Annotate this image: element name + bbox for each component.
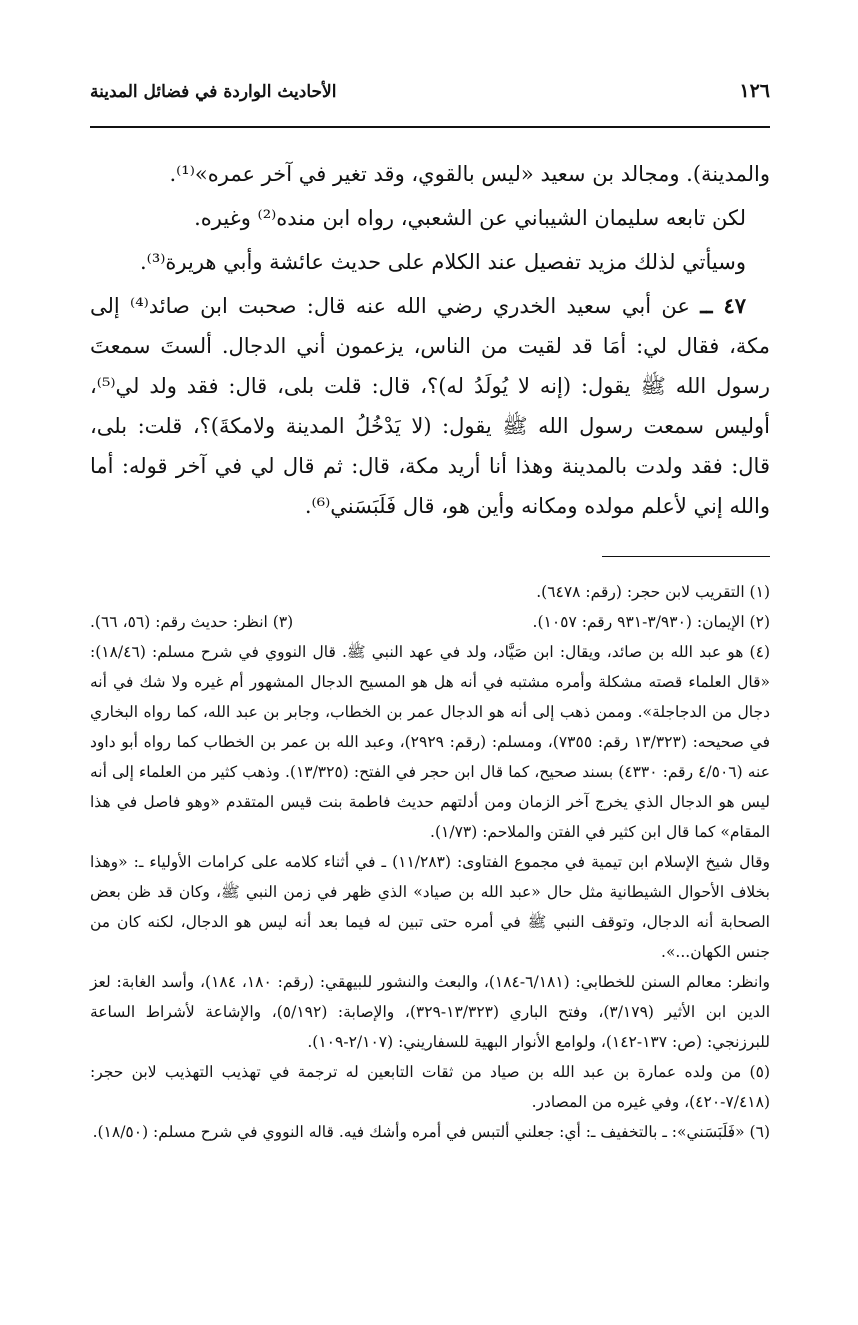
footnote-4-references: وانظر: معالم السنن للخطابي: (٦/١٨١-١٨٤)، والبعث والنشور للبيهقي: (رقم: ١٨٠، ١٨٤)، وأسد الغابة: لعز الدين ابن الأثير (٣/١٧٩)، وفتح الباري (١٣/٣٢٣-٣٢٩)، والإصابة: (٥/١٩٢)، والإشاعة لأشراط الساعة للبرزنجي: (ص: ١٣٧-١٤٢)، ولوامع الأنوار البهية للسفاريني: (٢/١٠٧-١٠٩). (90, 973, 771, 1051)
hadith-number: ٤٧ ــ (700, 293, 746, 318)
footnote-separator (602, 556, 770, 557)
footnote-2: (٢) الإيمان: (٣/٩٣٠-٩٣١ رقم: ١٠٥٧). (532, 613, 770, 631)
book-page (90, 80, 770, 1147)
main-text (90, 154, 770, 526)
paragraph-1: والمدينة). ومجالد بن سعيد «ليس بالقوي، وقد تغير في آخر عمره»⁽¹⁾. (169, 162, 770, 186)
footnotes (90, 577, 770, 1147)
footnote-4-continued: وقال شيخ الإسلام ابن تيمية في مجموع الفتاوى: (١١/٢٨٣) ـ في أثناء كلامه على كرامات الأولياء ـ: «وهذا بخلاف الأحوال الشيطانية مثل حال «عبد الله بن صياد» الذي ظهر في زمن النبي ﷺ، وكان قد ظن بعض الصحابة أنه الدجال، وتوقف النبي ﷺ في أمره حتى تبين له فيما بعد أنه ليس هو الدجال، لكنه كان من جنس الكهان...». (90, 853, 771, 961)
page-header (90, 80, 770, 126)
running-title: الأحاديث الواردة في فضائل المدينة (90, 82, 337, 102)
paragraph-3: وسيأتي لذلك مزيد تفصيل عند الكلام على حديث عائشة وأبي هريرة⁽³⁾. (139, 250, 746, 274)
footnote-3: (٣) انظر: حديث رقم: (٥٦، ٦٦). (90, 613, 294, 631)
footnote-row-2-3 (90, 607, 770, 637)
header-rule (90, 126, 770, 128)
footnote-1: (١) التقريب لابن حجر: (رقم: ٦٤٧٨). (536, 583, 770, 601)
footnote-4: (٤) هو عبد الله بن صائد، ويقال: ابن صَيَّاد، ولد في عهد النبي ﷺ. قال النووي في شرح مسلم: (١٨/٤٦): «قال العلماء قصته مشكلة وأمره مشتبه في أنه هل هو المسيح الدجال المشهور أم غيره ولا شك في أنه دجال من الدجاجلة». وممن ذهب إلى أنه هو الدجال عمر بن الخطاب، وجابر بن عبد الله، كما رواه البخاري في صحيحه: (١٣/٣٢٣ رقم: ٧٣٥٥)، ومسلم: (رقم: ٢٩٢٩)، وعبد الله بن عمر بن الخطاب كما رواه أبو داود عنه (٤/٥٠٦ رقم: ٤٣٣٠) بسند صحيح، كما قال ابن حجر في الفتح: (١٣/٣٢٥). وذهب كثير من العلماء إلى أنه ليس هو الدجال الذي يخرج آخر الزمان ومن أدلتهم حديث فاطمة بنت قيس المتقدم «وهو فاصل في هذا المقام» كما قال ابن كثير في الفتن والملاحم: (١/٧٣). (90, 643, 770, 841)
paragraph-2: لكن تابعه سليمان الشيباني عن الشعبي، رواه ابن منده⁽²⁾ وغيره. (194, 206, 746, 230)
page-number: ١٢٦ (739, 80, 770, 102)
footnote-5: (٥) من ولده عمارة بن عبد الله بن صياد من ثقات التابعين له ترجمة في تهذيب التهذيب لابن حجر: (٧/٤١٨-٤٢٠)، وفي غيره من المصادر. (90, 1063, 770, 1111)
hadith-text: عن أبي سعيد الخدري رضي الله عنه قال: صحبت ابن صائد⁽⁴⁾ إلى مكة، فقال لي: أمَا قد لقيت من الناس، يزعمون أني الدجال. ألستَ سمعتَ رسول الله ﷺ يقول: (إنه لا يُولَدُ له)؟، قال: قلت بلى، قال: فقد ولد لي⁽⁵⁾، أوليس سمعت رسول الله ﷺ يقول: (لا يَدْخُلُ المدينة ولامكةَ)؟، قلت: بلى، قال: فقد ولدت بالمدينة وهذا أنا أريد مكة، قال: ثم قال لي في آخر قوله: أما والله إني لأعلم مولده ومكانه وأين هو، قال فَلَبَسَني⁽⁶⁾. (90, 294, 770, 518)
hadith-47 (90, 286, 770, 526)
footnote-6: (٦) «فَلَبَسَني»: ـ بالتخفيف ـ: أي: جعلني ألتبس في أمره وأشك فيه. قاله النووي في شرح مسلم: (١٨/٥٠). (92, 1123, 770, 1141)
